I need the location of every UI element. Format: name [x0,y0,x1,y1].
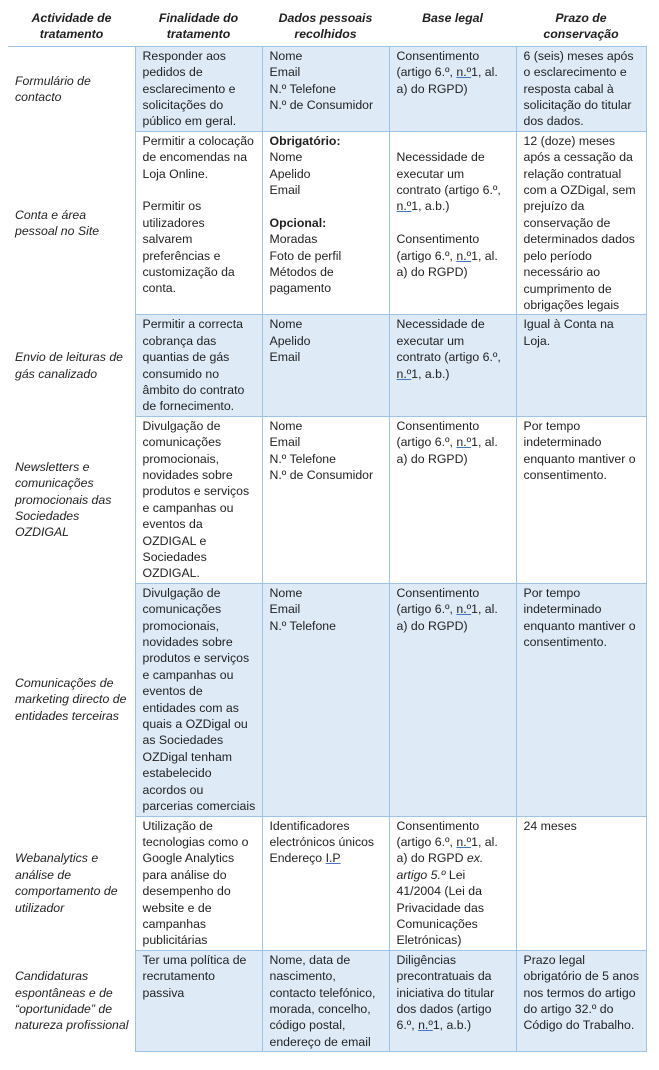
cell-data: Nome, data de nascimento, contacto telefónico, morada, concelho, código postal, endereço de email [262,950,389,1051]
cell-purpose [135,131,262,314]
purpose-paragraph: Permitir os utilizadores salvarem preferências e customização da conta. [142,199,235,296]
data-item: Identificadores electrónicos únicos [269,818,375,849]
purpose-paragraph: Permitir a colocação de encomendas na Loja Online. [142,133,254,181]
cell-retention: Igual à Conta na Loja. [516,315,646,416]
header-data: Dados pessoais recolhidos [262,8,389,46]
legal-paragraph: Consentimento (artigo 6.º, n.º1, al. a) do RGPD) [396,232,498,280]
article-number: n.º [418,1018,433,1033]
cell-purpose: Utilização de tecnologias como o Google Analytics para análise do desempenho do website e de campanhas publicitárias [135,816,262,950]
data-item: Endereço I.P [269,851,341,866]
cell-activity: Webanalytics e análise de comportamento de utilizador [8,816,135,950]
cell-purpose: Permitir a correcta cobrança das quantias de gás consumido no âmbito do contrato de fornecimento. [135,315,262,416]
header-retention: Prazo de conservação [516,8,646,46]
cell-retention: 12 (doze) meses após a cessação da relação contratual com a OZDigal, sem prejuízo da conservação de determinados dados pelo período necessário ao cumprimento de obrigações legais [516,131,646,314]
cell-purpose: Divulgação de comunicações promocionais, novidades sobre produtos e serviços e campanhas ou eventos de entidades com as quais a OZDigal ou as Sociedades OZDigal tenham estabelecido acordos ou parcerias comerciais [135,583,262,816]
cell-data [262,816,389,950]
table-row [8,131,646,314]
cell-legal: Consentimento (artigo 6.º, n.º1, al. a) do RGPD) [389,46,516,131]
cell-data [262,416,389,583]
data-item: N.º Telefone [269,618,336,633]
article-number: n.º [396,199,412,214]
data-item: N.º Telefone [269,81,336,96]
cell-activity: Formulário de contacto [8,46,135,131]
cell-data [262,46,389,131]
header-purpose: Finalidade do tratamento [135,8,262,46]
data-item: Email [269,183,301,198]
table-row [8,46,646,131]
data-item: Moradas [269,232,318,247]
data-item: Nome [269,418,303,433]
data-item: Email [269,435,301,450]
data-item: Métodos de pagamento [269,265,334,296]
cell-legal: Consentimento (artigo 6.º, n.º1, al. a) do RGPD) [389,416,516,583]
cell-activity: Candidaturas espontâneas e de “oportunidade” de natureza profissional [8,950,135,1051]
data-item: Nome [269,317,303,332]
cell-purpose: Divulgação de comunicações promocionais, novidades sobre produtos e serviços e campanhas ou eventos da OZDIGAL e Sociedades OZDIGAL. [135,416,262,583]
cell-legal: Consentimento (artigo 6.º, n.º1, al. a) do RGPD) [389,583,516,816]
data-item: N.º de Consumidor [269,467,374,482]
data-processing-table [8,8,647,1052]
data-item: Email [269,350,301,365]
header-legal: Base legal [389,8,516,46]
cell-purpose: Ter uma política de recrutamento passiva [135,950,262,1051]
article-number: n.º [396,366,412,381]
table-row [8,416,646,583]
cell-activity: Newsletters e comunicações promocionais das Sociedades OZDIGAL [8,416,135,583]
header-activity: Actividade de tratamento [8,8,135,46]
data-item: Apelido [269,333,311,348]
cell-retention: 6 (seis) meses após o esclarecimento e resposta cabal à solicitação do titular dos dados. [516,46,646,131]
table-row [8,950,646,1051]
article-number: n.º [456,834,472,849]
cell-activity: Conta e área pessoal no Site [8,131,135,314]
cell-retention: 24 meses [516,816,646,950]
data-item: Nome [269,150,303,165]
cell-data [262,131,389,314]
data-item: Email [269,602,301,617]
required-label: Obrigatório: [269,133,341,148]
cell-legal: Consentimento (artigo 6.º, n.º1, al. a) do RGPD ex. artigo 5.º Lei 41/2004 (Lei da Privacidade das Comunicações Eletrónicas) [389,816,516,950]
data-item: N.º de Consumidor [269,98,374,113]
data-item: N.º Telefone [269,451,336,466]
cell-retention: Por tempo indeterminado enquanto mantiver o consentimento. [516,583,646,816]
cell-retention: Por tempo indeterminado enquanto mantiver o consentimento. [516,416,646,583]
data-item: Apelido [269,166,311,181]
table-row [8,583,646,816]
cell-legal: Necessidade de executar um contrato (artigo 6.º, n.º1, a.b.) [389,315,516,416]
cell-data [262,583,389,816]
cell-data [262,315,389,416]
table-row [8,816,646,950]
cell-retention: Prazo legal obrigatório de 5 anos nos termos do artigo do artigo 32.º do Código do Trabalho. [516,950,646,1051]
cell-purpose: Responder aos pedidos de esclarecimento e solicitações do público em geral. [135,46,262,131]
header-row [8,8,646,46]
data-item: Nome [269,48,303,63]
cell-activity: Comunicações de marketing directo de entidades terceiras [8,583,135,816]
cell-activity: Envio de leituras de gás canalizado [8,315,135,416]
cell-legal [389,131,516,314]
article-number: n.º [456,65,472,80]
data-item: Foto de perfil [269,248,342,263]
cell-legal: Diligências precontratuais da iniciativa do titular dos dados (artigo 6.º, n.º1, a.b.) [389,950,516,1051]
article-number: n.º [456,602,472,617]
data-item: Nome [269,585,303,600]
legal-paragraph: Necessidade de executar um contrato (artigo 6.º, n.º1, a.b.) [396,150,501,214]
article-number: n.º [456,435,472,450]
article-number: n.º [456,248,472,263]
optional-label: Opcional: [269,215,327,230]
data-item: Email [269,65,301,80]
table-row [8,315,646,416]
